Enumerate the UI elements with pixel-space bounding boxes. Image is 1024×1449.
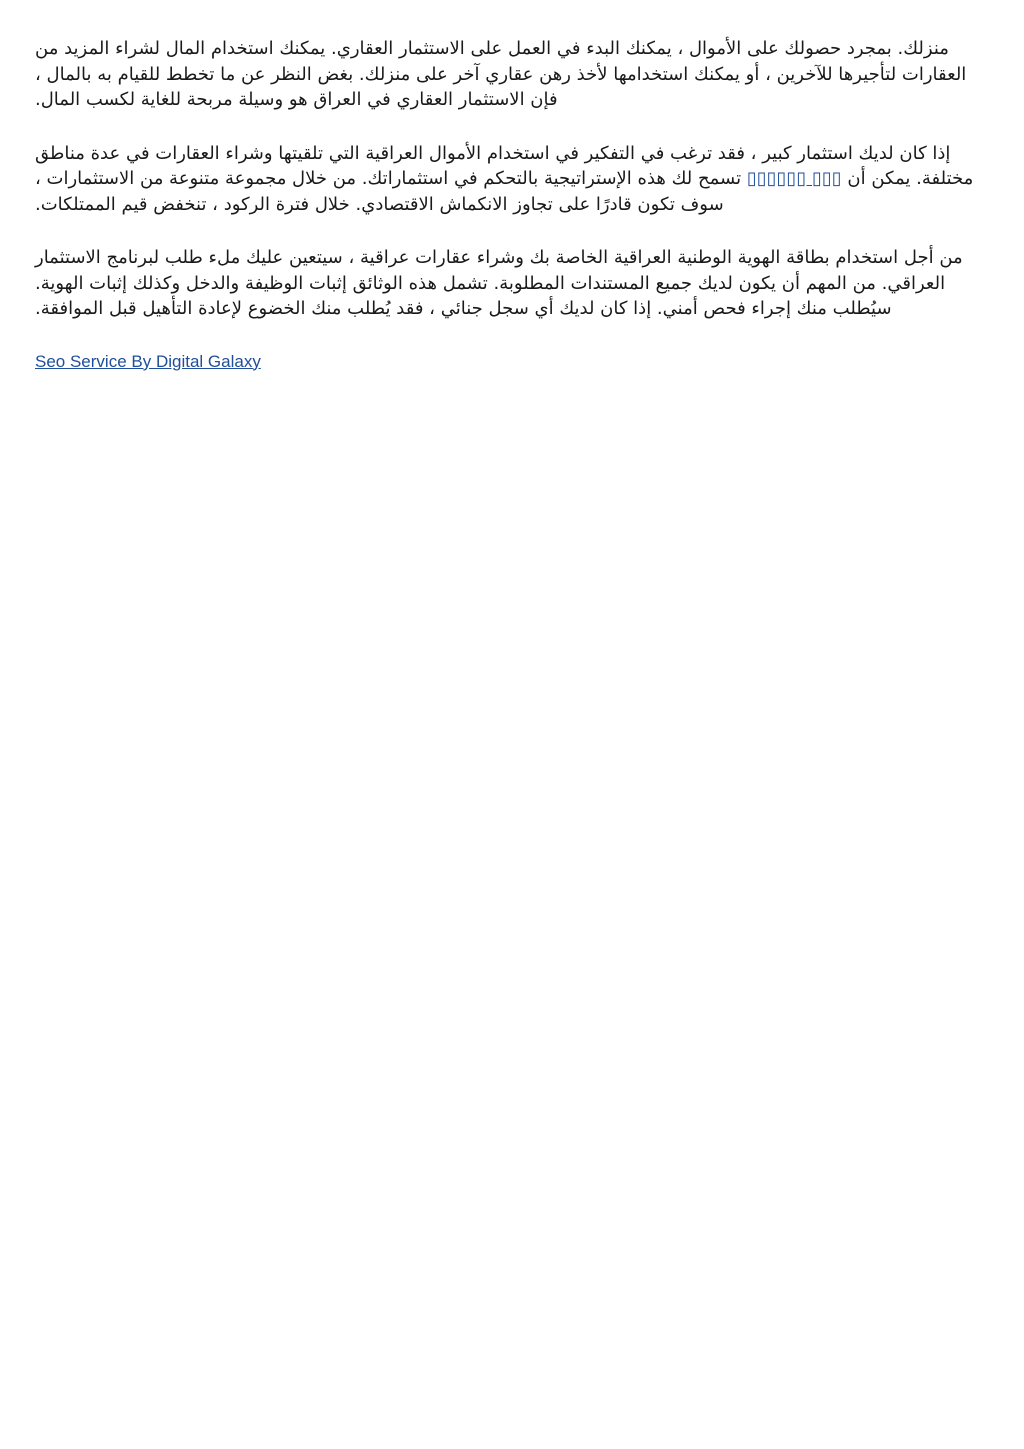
seo-service-link[interactable]: Seo Service By Digital Galaxy	[35, 351, 261, 371]
inline-link[interactable]: ▯▯▯ ▯▯▯▯▯▯	[746, 168, 842, 189]
paragraph-1: منزلك. بمجرد حصولك على الأموال ، يمكنك البدء في العمل على الاستثمار العقاري. يمكنك استخدام المال لشراء المزيد من العقارات لتأجيرها للآخرين ، أو يمكنك استخدامها لأخذ رهن عقاري آخر على منزلك. بغض النظر عن ما تخطط للقيام به بالمال ، فإن الاستثمار العقاري في العراق هو وسيلة مربحة للغاية لكسب المال.	[35, 38, 967, 110]
paragraph-2-text-before: إذا كان لديك استثمار كبير ، فقد ترغب في التفكير في استخدام الأموال العراقية التي تلقيتها وشراء العقارات في عدة مناطق مختلفة. يمكن أن	[35, 142, 974, 189]
paragraph-2	[35, 141, 974, 218]
paragraph-3: من أجل استخدام بطاقة الهوية الوطنية العراقية الخاصة بك وشراء عقارات عراقية ، سيتعين عليك ملء طلب لبرنامج الاستثمار العراقي. من المهم أن يكون لديك جميع المستندات المطلوبة. تشمل هذه الوثائق إثبات الوظيفة والدخل وكذلك إثبات الهوية. سيُطلب منك إجراء فحص أمني. إذا كان لديك أي سجل جنائي ، فقد يُطلب منك الخضوع لإعادة التأهيل قبل الموافقة.	[35, 247, 963, 319]
paragraph-2-text-after: تسمح لك هذه الإستراتيجية بالتحكم في استثماراتك. من خلال مجموعة متنوعة من الاستثمارات ، سوف تكون قادرًا على تجاوز الانكماش الاقتصادي. خلال فترة الركود ، تنخفض قيم الممتلكات.	[35, 168, 747, 215]
